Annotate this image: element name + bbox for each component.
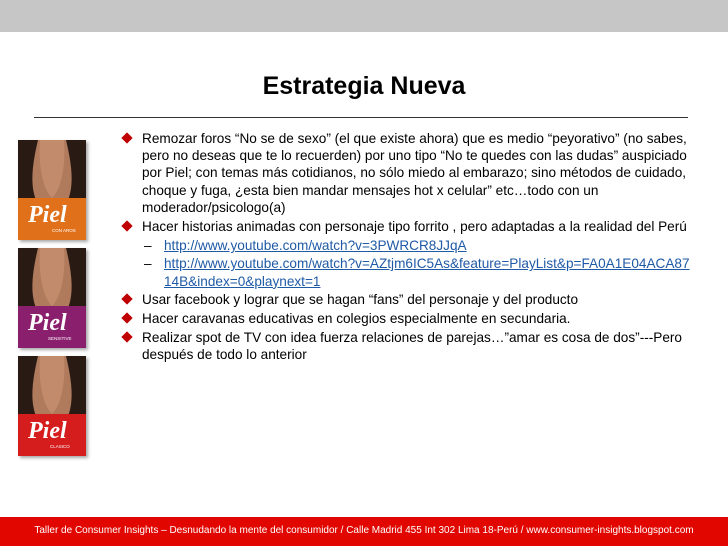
product-box-con-aros (18, 140, 86, 240)
diamond-bullet-icon (121, 220, 132, 231)
sub-bullet-item (120, 255, 690, 289)
product-variant: SENSITIVE (48, 336, 72, 341)
diamond-bullet-icon (121, 293, 132, 304)
title-divider (34, 117, 688, 118)
bullet-item (120, 291, 690, 308)
product-brand: Piel (28, 418, 67, 444)
product-variant: CON AROS (52, 228, 76, 233)
bullet-text: Remozar foros “No se de sexo” (el que existe ahora) que es medio “peyorativo” (no sabes, pero no deseas que te lo recuerden) por uno tipo “No te quedes con las dudas” auspiciado por Piel; con temas más cotidianos, no sólo miedo al embarazo; sino métodos de cuidado, choque y fuga, ¿esta bien mandar mensajes hot x celular” etc…todo con un moderador/psicologo(a) (142, 131, 687, 215)
bullet-text: Usar facebook y lograr que se hagan “fans” del personaje y del producto (142, 291, 579, 307)
diamond-bullet-icon (121, 312, 132, 323)
diamond-bullet-icon (121, 132, 132, 143)
bullet-item (120, 310, 690, 327)
youtube-link-2[interactable]: http://www.youtube.com/watch?v=AZtjm6IC5As&feature=PlayList&p=FA0A1E04ACA8714B&index=0&playnext=1 (164, 256, 690, 289)
slide-title: Estrategia Nueva (262, 72, 466, 100)
footer-bar (0, 517, 728, 546)
bullet-text: Hacer caravanas educativas en colegios especialmente en secundaria. (142, 311, 571, 327)
bullet-item (120, 130, 690, 216)
product-box-sensitive (18, 248, 86, 348)
sub-bullet-item (120, 237, 690, 254)
product-images (18, 140, 110, 464)
top-bar (0, 0, 728, 32)
slide-content (120, 130, 690, 366)
footer-text: Taller de Consumer Insights – Desnudando la mente del consumidor / Calle Madrid 455 Int 302 Lima 18-Perú / www.consumer-insights.blogspot.com (34, 525, 694, 536)
dash-bullet: – (144, 256, 152, 272)
bullet-item (120, 218, 690, 235)
bullet-text: Hacer historias animadas con personaje tipo forrito , pero adaptadas a la realidad del Perú (142, 219, 687, 235)
youtube-link-1[interactable]: http://www.youtube.com/watch?v=3PWRCR8JJqA (164, 238, 467, 254)
product-variant: CLASICO (50, 444, 70, 449)
diamond-bullet-icon (121, 332, 132, 343)
product-box-clasico (18, 356, 86, 456)
product-brand: Piel (28, 310, 67, 336)
product-brand: Piel (28, 202, 67, 228)
bullet-text: Realizar spot de TV con idea fuerza relaciones de parejas…”amar es cosa de dos”---Pero después de todo lo anterior (142, 330, 682, 363)
bullet-list (120, 130, 690, 364)
bullet-item (120, 329, 690, 363)
dash-bullet: – (144, 238, 152, 254)
